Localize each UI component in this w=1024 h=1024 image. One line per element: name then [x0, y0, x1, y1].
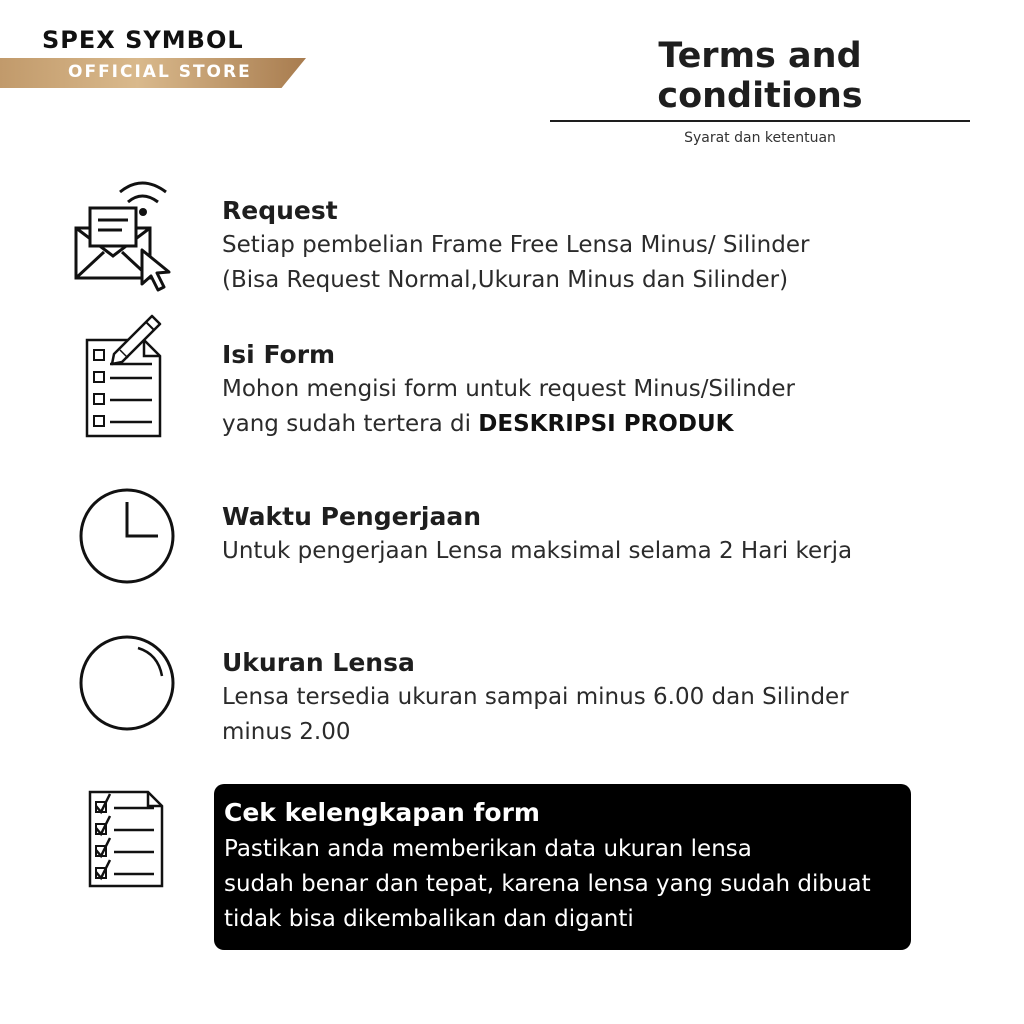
item-text: Pastikan anda memberikan data ukuran lensa — [224, 836, 752, 862]
email-request-icon — [72, 176, 182, 296]
brand-logo — [0, 26, 310, 90]
item-title: Isi Form — [222, 340, 336, 369]
checklist-document-icon — [84, 788, 168, 892]
clock-icon — [78, 486, 178, 586]
item-text: Lensa tersedia ukuran sampai minus 6.00 dan Silinder — [222, 684, 849, 710]
item-text-prefix: yang sudah tertera di — [222, 411, 479, 437]
item-title: Ukuran Lensa — [222, 648, 415, 677]
item-text — [222, 407, 902, 442]
product-description-emphasis: DESKRIPSI PRODUK — [478, 411, 734, 437]
item-text: minus 2.00 — [222, 719, 351, 745]
page-title: Terms and conditions — [550, 36, 970, 122]
item-title: Request — [222, 196, 338, 225]
item-text: Mohon mengisi form untuk request Minus/Silinder — [222, 376, 795, 402]
item-text: Untuk pengerjaan Lensa maksimal selama 2 Hari kerja — [222, 538, 853, 564]
page-subtitle: Syarat dan ketentuan — [684, 130, 836, 146]
brand-subtitle: OFFICIAL STORE — [68, 62, 252, 82]
form-checklist-icon — [82, 310, 172, 440]
brand-name: SPEX SYMBOL — [42, 26, 244, 54]
item-text: tidak bisa dikembalikan dan diganti — [224, 906, 634, 932]
item-text: sudah benar dan tepat, karena lensa yang sudah dibuat — [224, 871, 871, 897]
term-item-check-form — [214, 784, 911, 950]
item-text: Setiap pembelian Frame Free Lensa Minus/ Silinder — [222, 232, 810, 258]
item-title: Cek kelengkapan form — [224, 798, 540, 827]
item-title: Waktu Pengerjaan — [222, 502, 481, 531]
item-text: (Bisa Request Normal,Ukuran Minus dan Silinder) — [222, 267, 789, 293]
header — [550, 36, 970, 146]
lens-icon — [78, 632, 178, 732]
